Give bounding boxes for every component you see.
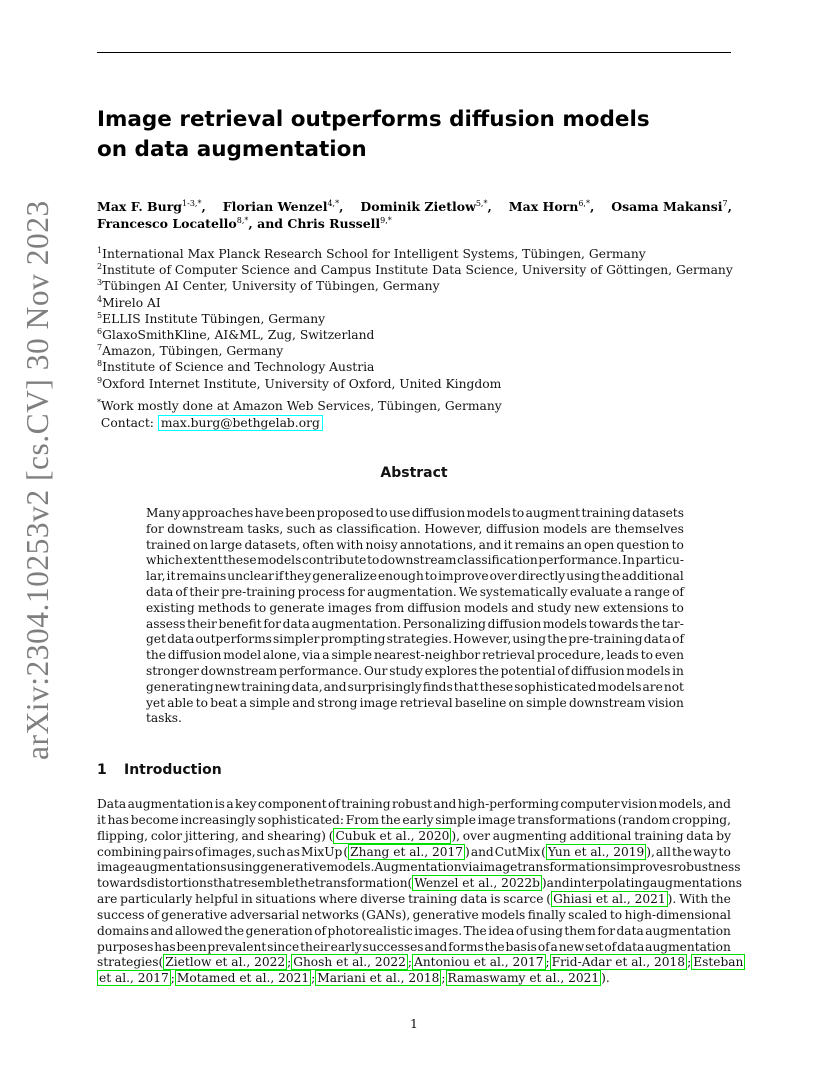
abstract-line: lar, it remains unclear if they generalize enough to improve over directly using the additional [146, 569, 684, 584]
title-line: Image retrieval outperforms diffusion models [97, 107, 650, 132]
page-number: 1 [410, 1016, 418, 1031]
abstract-line: existing methods to generate images from diffusion models and study new extensions to [146, 600, 684, 615]
abstract-line: get data outperforms simpler prompting strategies. However, using the pre-training data of [146, 632, 684, 647]
introduction-text [97, 797, 744, 987]
citation-link[interactable]: Esteban [693, 955, 744, 970]
intro-line: it has become increasingly sophisticated: From the early simple image transformations (random cropping, [97, 812, 731, 827]
section-number: 1 [97, 762, 107, 778]
abstract-line: trained on large datasets, often with noisy annotations, and it remains an open question to [146, 537, 684, 552]
section-heading-introduction [97, 762, 222, 778]
intro-line: are particularly helpful in situations where diverse training data is scarce ( Ghiasi et al., 2021 ). With the [97, 892, 731, 907]
citation-link[interactable]: Yun et al., 2019 [547, 844, 645, 859]
affiliation: $^5$ELLIS Institute Tübingen, Germany [97, 310, 326, 326]
author-notes [97, 398, 502, 432]
citation-link[interactable]: Ghosh et al., 2022 [293, 955, 406, 970]
intro-line: purposes has been prevalent since their early successes and forms the basis of a new set of data augmentation [97, 939, 731, 954]
abstract-line: which extent these models contribute to downstream classification performance. In particu- [146, 553, 684, 568]
intro-line: strategies ( Zietlow et al., 2022 ; Ghosh et al., 2022 ; Antoniou et al., 2017 ; Frid-Adar et al., 2018 ; Esteban [97, 955, 744, 970]
author-affiliation-marker: 9,* [380, 216, 392, 225]
author: Max F. Burg$^{1-3,*}$, [97, 199, 206, 214]
author-affiliation-marker: 8,* [236, 216, 249, 225]
title-line: on data augmentation [97, 137, 367, 162]
citation-link[interactable]: Antoniou et al., 2017 [414, 955, 544, 970]
author: Osama Makansi$^7$, [611, 199, 732, 214]
affiliation: $^1$International Max Planck Research School for Intelligent Systems, Tübingen, Germany [97, 246, 646, 261]
author-affiliation-marker: 4,* [327, 199, 340, 208]
intro-line: combining pairs of images, such as MixUp ( Zhang et al., 2017 ) and CutMix ( Yun et al., 2019 ), all the way to [97, 844, 731, 859]
paper-title [97, 105, 717, 165]
contact-email-link[interactable]: max.burg@bethgelab.org [158, 415, 323, 431]
intro-line: et al., 2017 ; Motamed et al., 2021 ; Mariani et al., 2018 ; Ramaswamy et al., 2021 ). [99, 971, 610, 986]
author-conjunction: and [257, 216, 284, 231]
intro-line: flipping, color jittering, and shearing) ( Cubuk et al., 2020 ), over augmenting additional training data by [97, 828, 731, 843]
author: Florian Wenzel$^{4,*}$, [222, 199, 344, 214]
citation-link[interactable]: Mariani et al., 2018 [317, 971, 440, 986]
author-affiliation-marker: 6,* [578, 199, 590, 208]
intro-line: image augmentations using generative models. Augmentation via image transformations improves robustness [97, 860, 741, 875]
affiliation-list [97, 246, 737, 392]
citation-link[interactable]: Cubuk et al., 2020 [335, 828, 450, 843]
abstract-line: stronger downstream performance. Our study explores the potential of diffusion models in [146, 663, 684, 678]
citation-link[interactable]: Zhang et al., 2017 [350, 844, 464, 859]
abstract-line: Many approaches have been proposed to use diffusion models to augment training datasets [146, 506, 684, 520]
intro-line: domains and allowed the generation of photorealistic images. The idea of using them for data augmentation [97, 923, 731, 938]
affiliation: $^9$Oxford Internet Institute, University of Oxford, United Kingdom [97, 375, 502, 391]
intro-line: towards distortions that resemble the transformation ( Wenzel et al., 2022b ) and interpolating augmentations [97, 876, 742, 891]
author-affiliation-marker: 5,* [475, 199, 488, 208]
affiliation: $^6$GlaxoSmithKline, AI&ML, Zug, Switzerland [97, 327, 375, 343]
author: Max Horn$^{6,*}$, [508, 199, 595, 214]
citation-link[interactable]: Zietlow et al., 2022 [165, 955, 286, 970]
citation-link[interactable]: Ramaswamy et al., 2021 [447, 971, 600, 986]
affiliation: $^7$Amazon, Tübingen, Germany [97, 343, 284, 359]
equal-contribution-footnote: *Work mostly done at Amazon Web Services, Tübingen, Germany [97, 398, 502, 413]
section-title: Introduction [124, 762, 222, 778]
affiliation: $^8$Institute of Science and Technology Austria [97, 359, 375, 375]
contact-label: Contact: [100, 416, 154, 430]
author: Dominik Zietlow$^{5,*}$, [360, 199, 492, 214]
abstract-line: tasks. [146, 711, 182, 726]
citation-link[interactable]: Wenzel et al., 2022b [414, 876, 540, 891]
affiliation: $^4$Mirelo AI [97, 294, 161, 310]
abstract-line: the diffusion model alone, via a simple nearest-neighbor retrieval procedure, leads to even [146, 648, 684, 663]
intro-line: success of generative adversarial networks (GANs), generative models finally scaled to high-dimensional [97, 907, 731, 922]
author: Francesco Locatello$^{8,*}$, [97, 216, 253, 231]
author-list [97, 198, 737, 232]
contact-line [97, 415, 502, 432]
header-rule [97, 52, 731, 53]
citation-link[interactable]: Ghiasi et al., 2021 [553, 892, 666, 907]
citation-link[interactable]: et al., 2017 [99, 971, 169, 986]
abstract-line: for downstream tasks, such as classification. However, diffusion models are themselves [146, 521, 684, 536]
abstract-heading: Abstract [380, 465, 448, 481]
author-affiliation-marker: 7 [722, 199, 728, 208]
abstract-text [146, 506, 684, 727]
arxiv-identifier-stamp[interactable]: arXiv:2304.10253v2 [cs.CV] 30 Nov 2023 [20, 200, 55, 760]
abstract-line: assess their benefit for data augmentation. Personalizing diffusion models towards the tar- [146, 616, 684, 631]
abstract-line: generating new training data, and surprisingly finds that these sophisticated models are not [146, 679, 684, 694]
citation-link[interactable]: Frid-Adar et al., 2018 [551, 955, 686, 970]
author-line [97, 215, 737, 232]
citation-link[interactable]: Motamed et al., 2021 [176, 971, 310, 986]
affiliation: $^3$Tübingen AI Center, University of Tübingen, Germany [97, 278, 440, 294]
abstract-line: yet able to beat a simple and strong image retrieval baseline on simple downstream vision [146, 695, 684, 710]
author: Chris Russell$^{9,*}$ [287, 216, 392, 231]
affiliation: $^2$Institute of Computer Science and Campus Institute Data Science, University of Göttingen, Germany [97, 262, 733, 278]
abstract-line: data of their pre-training process for augmentation. We systematically evaluate a range of [146, 584, 684, 599]
intro-line: Data augmentation is a key component of training robust and high-performing computer vision models, and [97, 797, 731, 811]
author-line [97, 198, 732, 215]
author-affiliation-marker: 1-3,* [182, 199, 202, 208]
